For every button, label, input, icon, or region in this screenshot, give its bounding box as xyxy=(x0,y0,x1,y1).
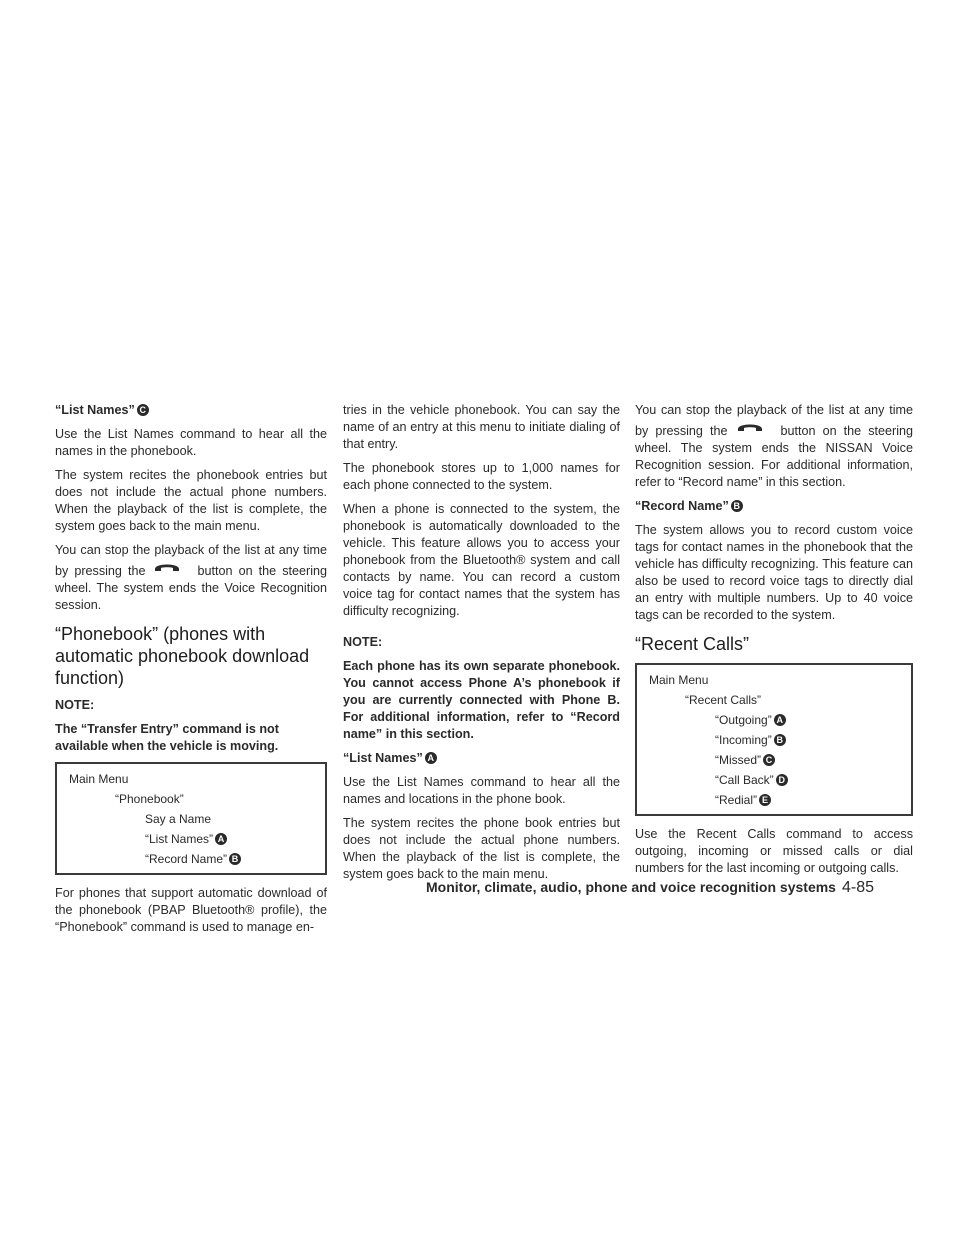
phone-hangup-icon xyxy=(735,419,765,433)
note-text: Each phone has its own separate phonebook. You cannot access Phone A’s phonebook if you are currently connected with Phone B. For additional information, refer to “Record name” in this section. xyxy=(343,659,620,741)
heading-record-name: “Record Name” B xyxy=(635,498,913,515)
menu-item: “Redial” E xyxy=(715,790,901,810)
paragraph: Use the List Names command to hear all the names and locations in the phone book. xyxy=(343,775,620,806)
note-label: NOTE: xyxy=(55,698,95,712)
column-2 xyxy=(343,402,620,890)
heading-list-names: “List Names” A xyxy=(343,750,620,767)
callout-badge: C xyxy=(137,404,149,416)
menu-tree-recent-calls xyxy=(635,663,913,816)
paragraph: You can stop the playback of the list at any time by pressing the button on the steering wheel. The system ends the Voice Recognition session. xyxy=(55,543,327,612)
paragraph: The system allows you to record custom voice tags for contact names in the phonebook that the vehicle has difficulty recognizing. This feature can also be used to record voice tags to directly dial an entry with multiple numbers. Up to 40 voice tags can be recorded to the system. xyxy=(635,523,913,622)
callout-badge: B xyxy=(774,734,786,746)
paragraph: When a phone is connected to the system, the phonebook is automatically downloaded to the vehicle. This feature allows you to access your phonebook from the Bluetooth® system and call contacts by name. You can record a custom voice tag for contact names that the system has difficulty recognizing. xyxy=(343,502,620,618)
column-1 xyxy=(55,402,327,943)
callout-badge: B xyxy=(731,500,743,512)
paragraph: Use the Recent Calls command to access outgoing, incoming or missed calls or dial numbers for the last incoming or outgoing calls. xyxy=(635,827,913,875)
callout-badge: A xyxy=(774,714,786,726)
menu-level-1: “Phonebook” xyxy=(115,792,184,806)
paragraph: Use the List Names command to hear all the names in the phonebook. xyxy=(55,427,327,458)
callout-badge: D xyxy=(776,774,788,786)
menu-item: “Record Name” B xyxy=(145,849,315,869)
section-title-recent-calls: “Recent Calls” xyxy=(635,634,750,654)
page-footer xyxy=(426,879,874,897)
menu-root: Main Menu xyxy=(649,673,709,687)
menu-item: “Outgoing” A xyxy=(715,710,901,730)
phone-hangup-icon xyxy=(152,559,182,573)
paragraph: The system recites the phone book entries but does not include the actual phone numbers. When the playback of the list is complete, the system goes back to the main menu. xyxy=(343,816,620,881)
menu-item: “Incoming” B xyxy=(715,730,901,750)
menu-item: Say a Name xyxy=(145,812,212,826)
menu-root: Main Menu xyxy=(69,772,129,786)
section-title-phonebook: “Phonebook” (phones with automatic phonebook download function) xyxy=(55,624,310,688)
paragraph: The phonebook stores up to 1,000 names for each phone connected to the system. xyxy=(343,461,620,492)
callout-badge: A xyxy=(425,752,437,764)
menu-item: “Missed” C xyxy=(715,750,901,770)
paragraph: The system recites the phonebook entries but does not include the actual phone numbers. When the playback of the list is complete, the system goes back to the main menu. xyxy=(55,468,327,533)
page-number: 4-85 xyxy=(841,879,874,896)
heading-list-names: “List Names” C xyxy=(55,402,327,419)
menu-item: “List Names” A xyxy=(145,829,315,849)
callout-badge: E xyxy=(759,794,771,806)
menu-tree-phonebook xyxy=(55,762,327,875)
paragraph: You can stop the playback of the list at any time by pressing the button on the steering wheel. The system ends the NISSAN Voice Recognition session. For additional information, refer to “Record name” in this section. xyxy=(635,403,913,489)
callout-badge: C xyxy=(763,754,775,766)
paragraph: tries in the vehicle phonebook. You can say the name of an entry at this menu to initiate dialing of that entry. xyxy=(343,403,620,451)
footer-title: Monitor, climate, audio, phone and voice recognition systems xyxy=(426,879,836,895)
callout-badge: B xyxy=(229,853,241,865)
menu-item: “Call Back” D xyxy=(715,770,901,790)
callout-badge: A xyxy=(215,833,227,845)
note-text: The “Transfer Entry” command is not available when the vehicle is moving. xyxy=(55,722,279,753)
paragraph: For phones that support automatic download of the phonebook (PBAP Bluetooth® profile), the “Phonebook” command is used to manage en- xyxy=(55,886,327,934)
menu-level-1: “Recent Calls” xyxy=(685,693,762,707)
note-label: NOTE: xyxy=(343,635,383,649)
column-3 xyxy=(635,402,913,884)
